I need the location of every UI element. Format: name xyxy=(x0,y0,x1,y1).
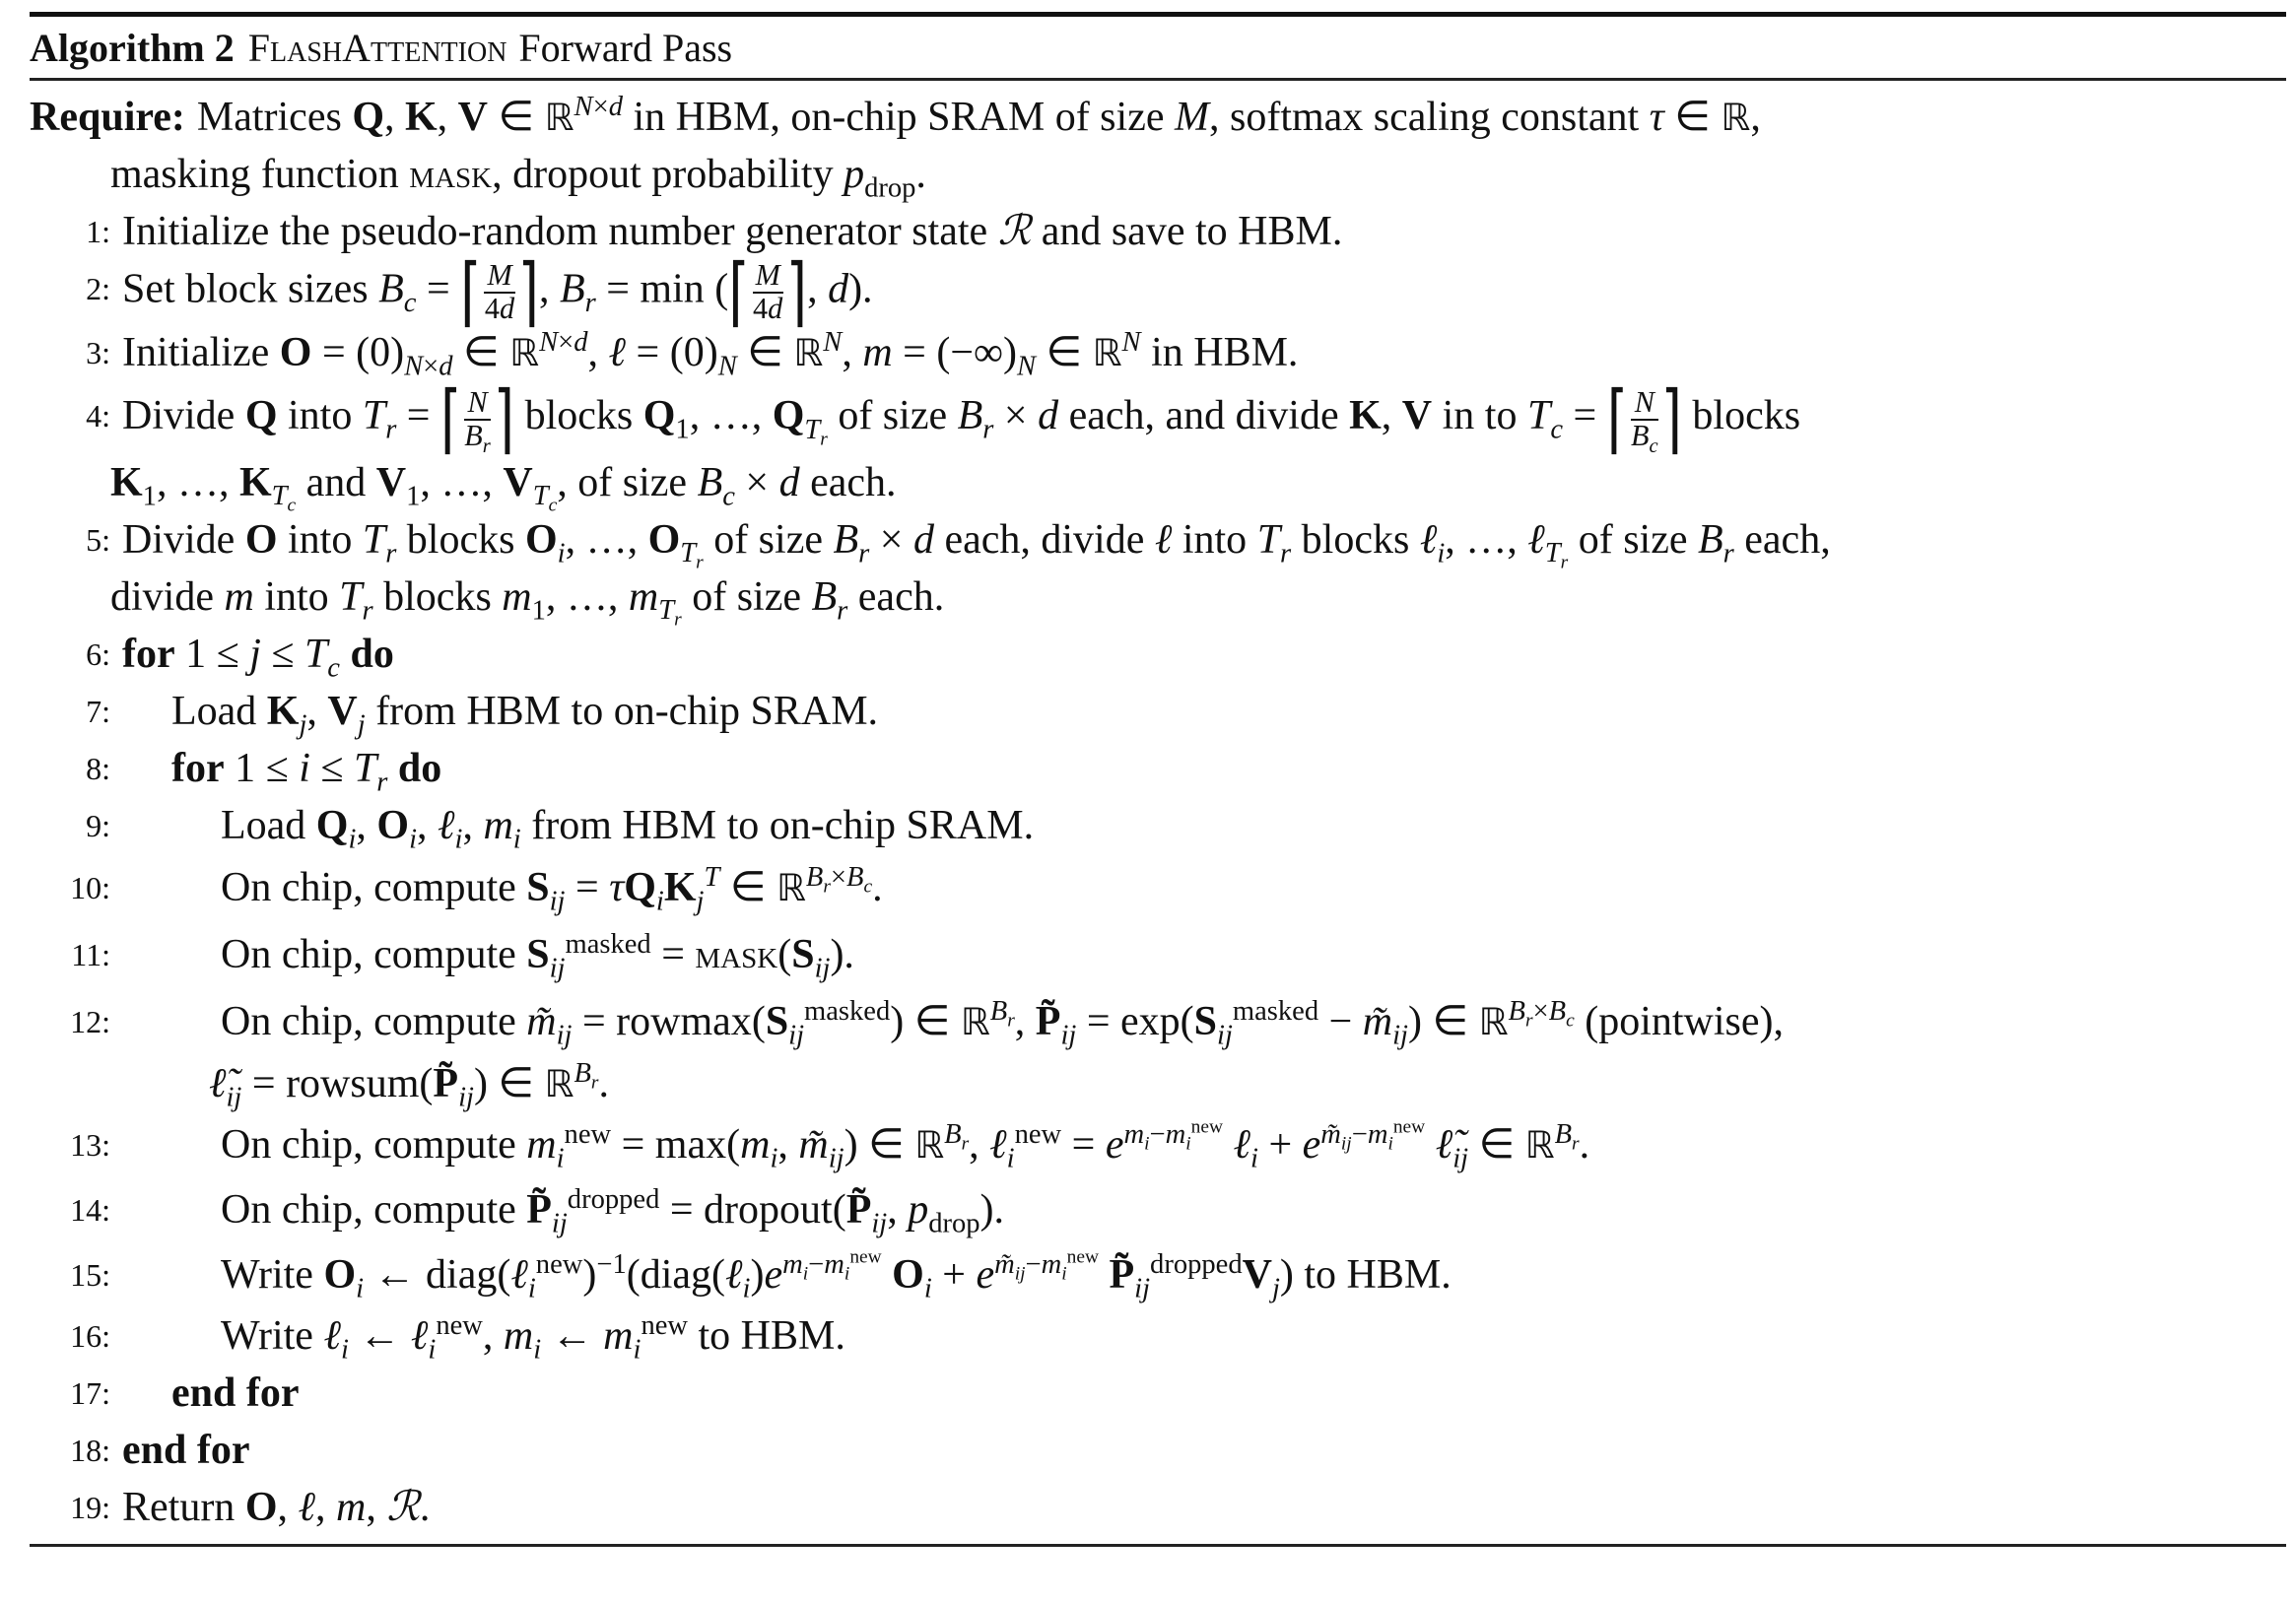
algorithm-label: Algorithm 2 xyxy=(30,25,235,70)
algorithm-caption xyxy=(30,17,2286,78)
algorithm-line-14: 14: On chip, compute $P̃_{ij}^{dropped}$ = $dropout(P̃_{ij}$, $p_{drop}$). xyxy=(70,1183,1005,1239)
algorithm-line-8: 8: for $1 \le i \le T_r$ do xyxy=(86,745,442,798)
require-line-cont: masking function mask, dropout probability $p_{drop}$. xyxy=(110,152,926,204)
algorithm-line-4: 4: Divide Q into $T_r$ = ⌈ $\frac{N}{B_r}$ ⌉ blocks $Q_1$, …, $Q_{T_r}$ of size $B_r \times d$ each, and divide K, V in to $T_c$ = ⌈ $\frac{N}{B_c}$ ⌉ blocks xyxy=(86,376,1801,461)
algorithm-line-3: 3: Initialize $O = (0)_{N\times d}$ ∈ ℝ$^{N\times d}$, ℓ = $(0)_N$ ∈ ℝ$^N$, $m = (-\infty)_N$ ∈ ℝ$^N$ in HBM. xyxy=(86,327,1299,382)
algorithm-body xyxy=(30,81,2286,1544)
algorithm-line-7: 7: Load $K_j$, $V_j$ from HBM to on-chip SRAM. xyxy=(86,688,879,741)
algorithm-line-19: 19: Return O, ℓ, m, ℛ. xyxy=(70,1484,431,1530)
algorithm-block xyxy=(30,12,2286,1547)
algorithm-line-9: 9: Load $Q_i$, $O_i$, ℓ$_i$, $m_i$ from HBM to on-chip SRAM. xyxy=(86,802,1035,855)
algorithm-name: FlashAttention xyxy=(247,25,507,70)
bottom-rule xyxy=(30,1544,2286,1547)
algorithm-line-12: 12: On chip, compute $m̃_{ij} = rowmax(S_{ij}^{masked})$ ∈ ℝ$^{B_r}$, $P̃_{ij} = \exp(S_{ij}^{masked}$ − $m̃_{ij}$) ∈ ℝ$^{B_r\times B_c}$ (pointwise), xyxy=(70,995,1785,1051)
algorithm-line-17: 17: end for xyxy=(70,1369,300,1416)
algorithm-line-13: 13: On chip, compute $m_i^{new} = \max(m_i$, $m̃_{ij}$) ∈ ℝ$^{B_r}$, ℓ$_i^{new}$ = $e^{m_i-m_i^{new}}$ ℓ$_i$ + $e^{m̃_{ij}-m_i^{new}}$ $\ell̃_{ij}$ ∈ ℝ$^{B_r}$. xyxy=(70,1116,1590,1174)
algorithm-line-12-cont: $\ell̃_{ij}$ = $rowsum(P̃_{ij})$ ∈ ℝ$^{B_r}$. xyxy=(209,1057,609,1113)
require-label: Require: xyxy=(30,95,185,140)
algorithm-line-11: 11: On chip, compute $S_{ij}^{masked}$ = $mask(S_{ij})$. xyxy=(71,928,854,984)
algorithm-name-rest: Forward Pass xyxy=(518,25,733,70)
require-line: Require: Matrices Q, K, V ∈ ℝ$^{N\times d}$ in HBM, on-chip SRAM of size M, softmax scaling constant τ ∈ ℝ, xyxy=(30,92,1761,140)
algorithm-line-16: 16: Write ℓ$_i$ ← ℓ$_i^{new}$, $m_i$ ← $m_i^{new}$ to HBM. xyxy=(70,1309,845,1366)
algorithm-line-2: 2: Set block sizes $B_c$ = ⌈ $\frac{M}{4d}$ ⌉, $B_r = \min$ (⌈ $\frac{M}{4d}$ ⌉, d). xyxy=(86,249,873,334)
algorithm-line-10: 10: On chip, compute $S_{ij} = \tau Q_iK_j^T$ ∈ ℝ$^{B_r\times B_c}$. xyxy=(70,861,883,917)
algorithm-line-6: 6: for $1 \le j \le T_c$ do xyxy=(86,631,394,684)
algorithm-line-1: 1: Initialize the pseudo-random number generator state ℛ and save to HBM. xyxy=(86,209,1343,254)
algorithm-line-15: 15: Write $O_i$ ← $diag(\ell_i^{new})^{-1}(diag(\ell_i)e^{m_i-m_i^{new}}$ $O_i + e^{m̃_{ij}-m_i^{new}}$ $P̃_{ij}^{dropped}V_j$) to HBM. xyxy=(70,1246,1452,1304)
algorithm-line-5: 5: Divide O into $T_r$ blocks $O_i$, …, $O_{T_r}$ of size $B_r \times d$ each, divide ℓ into $T_r$ blocks ℓ$_i$, …, ℓ$_{T_r}$ of size $B_r$ each, xyxy=(86,516,1831,573)
algorithm-line-18: 18: end for xyxy=(70,1427,250,1473)
algorithm-line-5-cont: divide m into $T_r$ blocks $m_1$, …, $m_{T_r}$ of size $B_r$ each. xyxy=(110,573,945,631)
algorithm-line-4-cont: $K_1$, …, $K_{T_c}$ and $V_1$, …, $V_{T_c}$, of size $B_c \times d$ each. xyxy=(110,459,897,516)
